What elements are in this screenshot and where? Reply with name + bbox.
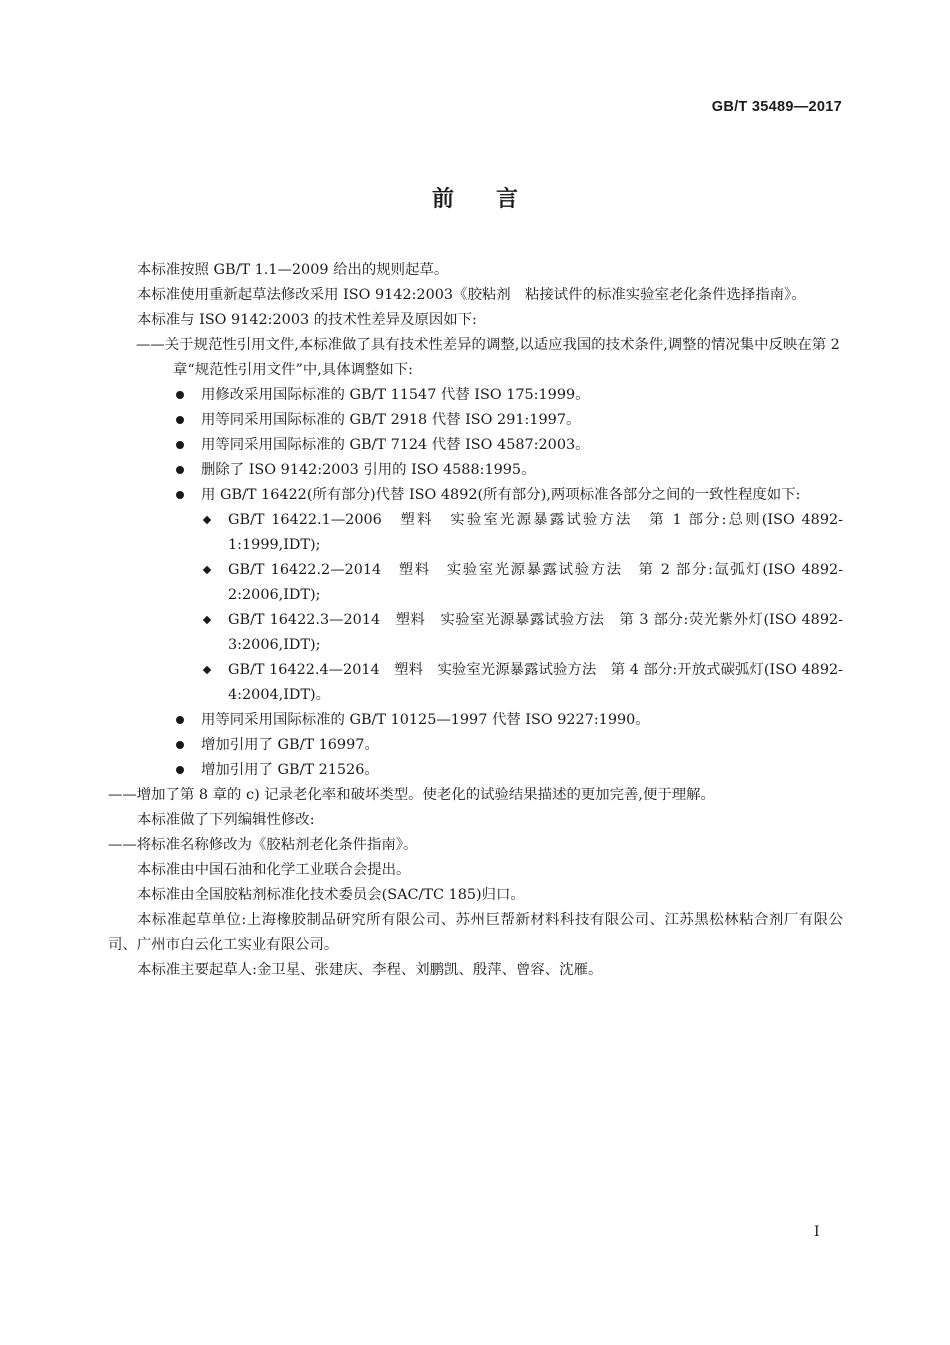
list-item: 用等同采用国际标准的 GB/T 2918 代替 ISO 291:1997。 bbox=[108, 408, 843, 433]
paragraph: 本标准由全国胶粘剂标准化技术委员会(SAC/TC 185)归口。 bbox=[137, 887, 525, 903]
list-item: 增加引用了 GB/T 21526。 bbox=[108, 758, 843, 783]
bullet-diamond-icon bbox=[200, 508, 214, 533]
bullet-diamond-icon bbox=[200, 558, 214, 583]
sub-list-item: GB/T 16422.3—2014 塑料 实验室光源暴露试验方法 第 3 部分:荧光紫外灯(ISO 4892-3:2006,IDT); bbox=[108, 608, 843, 658]
paragraph: 本标准与 ISO 9142:2003 的技术性差异及原因如下: bbox=[137, 312, 477, 328]
list-item: 增加引用了 GB/T 16997。 bbox=[108, 733, 843, 758]
paragraph: 本标准主要起草人:金卫星、张建庆、李程、刘鹏凯、殷萍、曾容、沈雁。 bbox=[137, 962, 603, 978]
sub-list-item: GB/T 16422.4—2014 塑料 实验室光源暴露试验方法 第 4 部分:开放式碳弧灯(ISO 4892-4:2004,IDT)。 bbox=[108, 658, 843, 708]
list-item: 用 GB/T 16422(所有部分)代替 ISO 4892(所有部分),两项标准各部分之间的一致性程度如下: bbox=[108, 483, 843, 508]
bullet-dot-icon bbox=[173, 458, 187, 483]
paragraph: 本标准由中国石油和化学工业联合会提出。 bbox=[137, 862, 411, 878]
bullet-dot-icon bbox=[173, 733, 187, 758]
paragraph: 本标准做了下列编辑性修改: bbox=[137, 812, 315, 828]
sub-list-item: GB/T 16422.1—2006 塑料 实验室光源暴露试验方法 第 1 部分:总则(ISO 4892-1:1999,IDT); bbox=[108, 508, 843, 558]
dash-item: ——增加了第 8 章的 c) 记录老化率和破坏类型。使老化的试验结果描述的更加完善,便于理解。 bbox=[108, 787, 715, 803]
page-number: I bbox=[814, 1224, 820, 1240]
list-item: 用修改采用国际标准的 GB/T 11547 代替 ISO 175:1999。 bbox=[108, 383, 843, 408]
bullet-dot-icon bbox=[173, 408, 187, 433]
paragraph: 本标准起草单位:上海橡胶制品研究所有限公司、苏州巨帮新材料科技有限公司、江苏黑松林粘合剂厂有限公司、广州市白云化工实业有限公司。 bbox=[108, 912, 843, 953]
bullet-dot-icon bbox=[173, 483, 187, 508]
sub-list-item: GB/T 16422.2—2014 塑料 实验室光源暴露试验方法 第 2 部分:氙弧灯(ISO 4892-2:2006,IDT); bbox=[108, 558, 843, 608]
bullet-dot-icon bbox=[173, 433, 187, 458]
bullet-diamond-icon bbox=[200, 658, 214, 683]
document-body bbox=[108, 258, 843, 983]
list-item: 用等同采用国际标准的 GB/T 10125—1997 代替 ISO 9227:1990。 bbox=[108, 708, 843, 733]
page-title: 前言 bbox=[431, 187, 560, 212]
bullet-dot-icon bbox=[173, 708, 187, 733]
paragraph: 本标准按照 GB/T 1.1—2009 给出的规则起草。 bbox=[137, 262, 449, 278]
list-item: 用等同采用国际标准的 GB/T 7124 代替 ISO 4587:2003。 bbox=[108, 433, 843, 458]
list-item: 删除了 ISO 9142:2003 引用的 ISO 4588:1995。 bbox=[108, 458, 843, 483]
standard-code: GB/T 35489—2017 bbox=[711, 99, 842, 115]
dash-item: ——将标准名称修改为《胶粘剂老化条件指南》。 bbox=[108, 837, 418, 853]
bullet-diamond-icon bbox=[200, 608, 214, 633]
dash-item: ——关于规范性引用文件,本标准做了具有技术性差异的调整,以适应我国的技术条件,调整的情况集中反映在第 2 章“规范性引用文件”中,具体调整如下: bbox=[136, 337, 840, 378]
paragraph: 本标准使用重新起草法修改采用 ISO 9142:2003《胶粘剂 粘接试件的标准实验室老化条件选择指南》。 bbox=[137, 287, 806, 303]
bullet-dot-icon bbox=[173, 758, 187, 783]
bullet-dot-icon bbox=[173, 383, 187, 408]
